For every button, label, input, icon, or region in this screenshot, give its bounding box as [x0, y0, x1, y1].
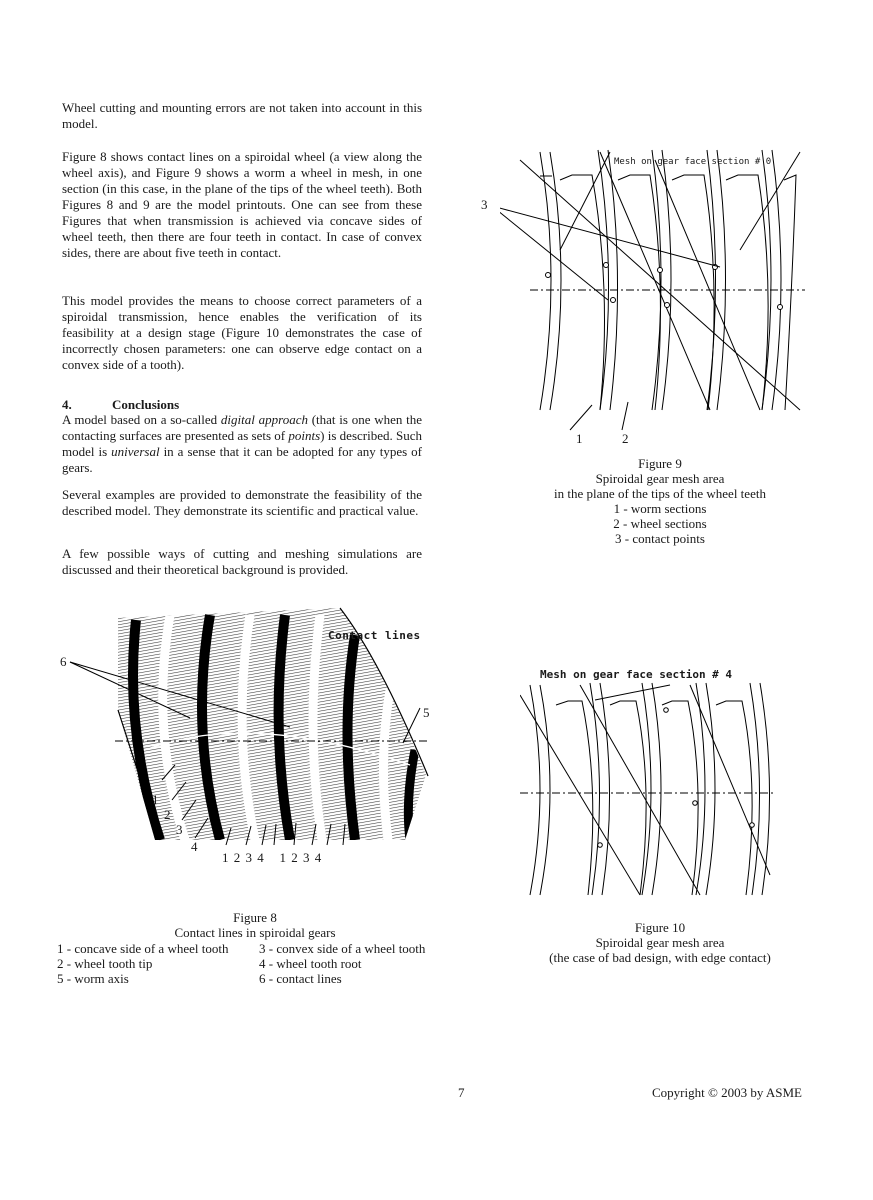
paragraph-conclusions-3: A few possible ways of cutting and meshing simulations are discussed and their theoretical background is provided.	[62, 546, 422, 577]
figure-8-tooth-numbers: 1 2 3 4 1 2 3 4	[222, 850, 322, 865]
text-run: in a sense that it can be adopted for any types of gears.	[62, 444, 422, 475]
figure-10-caption-line: Spiroidal gear mesh area	[595, 935, 725, 950]
text-run: ) is described. Such model is	[62, 428, 423, 459]
figure-8-legend-4: 4 - wheel tooth root	[259, 956, 362, 971]
figure-9-callout-3: 3	[481, 197, 488, 212]
paragraph-conclusions-2: Several examples are provided to demonstrate the feasibility of the described model. They demonstrate its scientific and practical value.	[62, 487, 422, 518]
figure-8-title: Figure 8	[233, 910, 277, 925]
section-heading	[62, 397, 179, 413]
figure-10-printout	[520, 675, 790, 905]
text-run: A model based on a so-called	[62, 412, 221, 427]
figure-10-caption-line: (the case of bad design, with edge contact)	[549, 950, 771, 965]
figure-9-callout-2: 2	[622, 431, 629, 446]
emphasis-text: digital approach	[220, 412, 308, 427]
figure-8-callout-1: 1	[152, 792, 159, 807]
figure-9-caption-line: 2 - wheel sections	[613, 516, 707, 531]
figure-8-legend-5: 5 - worm axis	[57, 971, 129, 986]
text-run: (that is one when the contacting surfaces are presented as sets of	[62, 412, 422, 443]
copyright: Copyright © 2003 by ASME	[652, 1085, 803, 1100]
figure-9-callout-1: 1	[576, 431, 583, 446]
figure-8-callout-6: 6	[60, 654, 67, 669]
figure-9-caption-line: Spiroidal gear mesh area	[595, 471, 725, 486]
paragraph-errors: Wheel cutting and mounting errors are not taken into account in this model.	[62, 100, 422, 131]
edge-contact-points	[598, 708, 755, 848]
paragraph-figures-8-9: Figure 8 shows contact lines on a spiroidal wheel (a view along the wheel axis), and Figure 9 shows a worm a wheel in mesh, in one section (in this case, in the plane of the tips of the wheel teeth). Both Figures 8 and 9 are the model printouts. One can see from these Figures that when transmission is achieved via concave sides of wheel teeth, then there are four teeth in contact. In case of convex sides, there are about five teeth in contact.	[62, 149, 422, 260]
emphasis-text: points	[288, 428, 321, 443]
figure-9-caption-line: in the plane of the tips of the wheel teeth	[554, 486, 766, 501]
figure-8-legend-1: 1 - concave side of a wheel tooth	[57, 941, 229, 956]
page-number: 7	[458, 1085, 465, 1100]
figure-9-caption	[500, 456, 820, 546]
figure-10-caption	[500, 920, 820, 965]
figure-8-printout	[50, 600, 450, 880]
figure-8-callout-5: 5	[423, 705, 430, 720]
section-number: 4.	[62, 397, 72, 412]
figure-8-legend-6: 6 - contact lines	[259, 971, 342, 986]
figure-8-legend-2: 2 - wheel tooth tip	[57, 956, 153, 971]
figure-8-printout-label: Contact lines	[328, 629, 421, 642]
figure-10-printout-label: Mesh on gear face section # 4	[540, 668, 733, 681]
section-title: Conclusions	[112, 397, 180, 412]
figure-8-callout-2: 2	[164, 807, 171, 822]
figure-10-caption-line: Figure 10	[634, 920, 686, 935]
figure-9-caption-line: 3 - contact points	[615, 531, 705, 546]
paragraph-model-parameters: This model provides the means to choose correct parameters of a spiroidal transmission, hence enables the verification of its feasibility at a design stage (Figure 10 demonstrates the case of incorrectly chosen parameters: one can observe edge contact on a convex side of a tooth).	[62, 293, 422, 372]
figure-9-caption-line: Figure 9	[638, 456, 682, 471]
figure-9-caption-line: 1 - worm sections	[613, 501, 707, 516]
figure-9-printout	[500, 140, 810, 440]
figure-8-subtitle: Contact lines in spiroidal gears	[174, 925, 336, 940]
figure-9-printout-label: Mesh on gear face section # 0	[614, 157, 772, 167]
emphasis-text: universal	[111, 444, 160, 459]
figure-8-legend-3: 3 - convex side of a wheel tooth	[259, 941, 426, 956]
figure-8-callout-4: 4	[191, 839, 198, 854]
figure-8-callout-3: 3	[176, 822, 183, 837]
paragraph-conclusions-1	[62, 412, 422, 476]
